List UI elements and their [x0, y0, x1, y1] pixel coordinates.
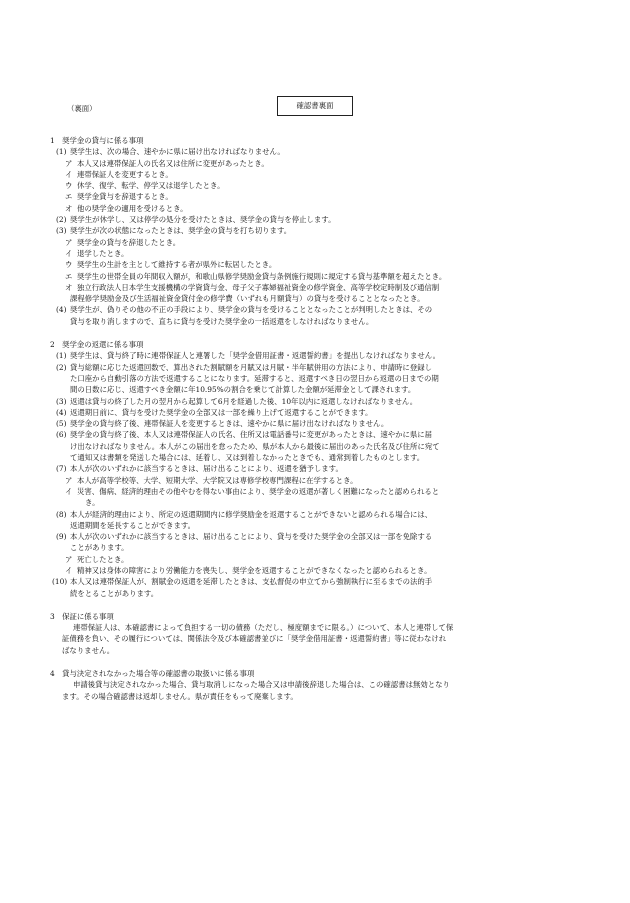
item-text: 独立行政法人日本学生支援機構の学資貸与金、母子父子寡婦福祉資金の修学資金、高等学校定時制及び通信制 — [77, 282, 440, 292]
item-continuation: 続をとることがあります。 — [70, 588, 159, 598]
item-text: 災害、傷病、経済的理由その他やむを得ない事由により、奨学金の返還が著しく困難になったと認められると — [77, 486, 440, 496]
sub-item — [50, 259, 590, 270]
item-marker: (4) — [56, 305, 67, 315]
numbered-item — [50, 463, 590, 474]
item-continuation: け出なければなりません。本人がこの届出を怠ったため、県が本人から最後に届出のあった氏名及び住所に宛て — [70, 441, 440, 451]
item-marker: エ — [65, 271, 73, 281]
item-marker: (6) — [56, 430, 67, 440]
sub-item — [50, 565, 590, 576]
item-marker: オ — [65, 203, 73, 213]
item-text: 奨学生が次の状態になったときは、奨学金の貸与を打ち切ります。 — [70, 226, 292, 236]
item-text: 本人が次のいずれかに該当するときは、届け出ることにより、返還を猶予します。 — [70, 464, 343, 474]
sub-item — [50, 191, 590, 202]
item-marker: (7) — [56, 464, 67, 474]
item-continuation: て通知又は書類を発送した場合には、延着し、又は到着しなかったときでも、通常到着したものとします。 — [70, 453, 425, 463]
item-marker: (1) — [56, 351, 67, 361]
item-text: 貸与総額に応じた返還回数で、算出された割賦額を月賦又は月賦・半年賦併用の方法により、申請時に登録し — [70, 362, 432, 372]
item-text: 本人が高等学校等、大学、短期大学、大学院又は専修学校専門課程に在学するとき。 — [77, 475, 358, 485]
item-marker: ア — [65, 158, 73, 168]
section-title: 3 保証に係る事項 — [50, 611, 114, 621]
sub-item — [50, 158, 590, 169]
paragraph-line: 連帯保証人は、本確認書によって負担する一切の債務（ただし、極度額までに限る。）について、本人と連帯して保 — [73, 623, 454, 633]
paragraph-line: 証債務を負い、その履行については、関係法令及び本確認書並びに「奨学金借用証書・返還誓約書」等に従わなけれ — [62, 634, 447, 644]
sub-item — [50, 169, 590, 180]
section-title: 2 奨学金の返還に係る事項 — [50, 340, 144, 350]
sub-item — [50, 237, 590, 248]
item-text: 休学、復学、転学、停学又は退学したとき。 — [77, 181, 225, 191]
item-text: 奨学生は、次の場合、速やかに県に届け出なければなりません。 — [70, 147, 285, 157]
item-continuation: 課程修学奨励金及び生活福祉資金貸付金の修学費（いずれも月額貸与）の貸与を受けることとなったとき。 — [70, 294, 425, 304]
item-marker: (4) — [56, 407, 67, 417]
item-marker: エ — [65, 192, 73, 202]
item-marker: (1) — [56, 147, 67, 157]
paragraph-line: ばなりません。 — [62, 645, 115, 655]
item-text: 奨学金貸与を辞退するとき。 — [77, 192, 173, 202]
numbered-item — [50, 362, 590, 373]
item-text: 本人又は連帯保証人の氏名又は住所に変更があったとき。 — [77, 158, 269, 168]
section-gap — [50, 599, 590, 611]
section-gap — [50, 327, 590, 339]
sub-item — [50, 271, 590, 282]
item-text: 奨学生が休学し、又は停学の処分を受けたときは、奨学金の貸与を停止します。 — [70, 215, 336, 225]
item-text: 連帯保証人を変更するとき。 — [77, 169, 173, 179]
item-text: 本人が経済的理由により、所定の返還期間内に修学奨励金を返還することができないと認められる場合には、 — [70, 509, 433, 519]
sub-item — [50, 248, 590, 259]
paragraph-line: ます。その場合確認書は返却しません。県が責任をもって廃棄します。 — [62, 691, 298, 701]
numbered-item — [50, 304, 590, 315]
title-box: 確認書裏面 — [277, 96, 353, 116]
page-side-label: （裏面） — [67, 104, 97, 113]
item-marker: (2) — [56, 362, 67, 372]
sub-item — [50, 180, 590, 191]
numbered-item — [50, 146, 590, 157]
sub-item — [50, 475, 590, 486]
item-text: 返還期日前に、貸与を受けた奨学金の全部又は一部を繰り上げて返還することができます。 — [70, 407, 373, 417]
item-marker: イ — [65, 248, 73, 258]
item-marker: ウ — [65, 260, 73, 270]
numbered-item — [50, 531, 590, 542]
item-text: 死亡したとき。 — [77, 554, 129, 564]
numbered-item — [50, 418, 590, 429]
item-text: 奨学生が、偽りその他の不正の手段により、奨学金の貸与を受けることとなったことが判明したときは、その — [70, 305, 433, 315]
item-continuation: ことがあります。 — [70, 543, 129, 553]
paragraph-line: 申請後貸与決定されなかった場合、貸与取消しになった場合又は申請後辞退した場合は、この確認書は無効となり — [73, 680, 450, 690]
item-text: 他の奨学金の適用を受けるとき。 — [77, 203, 188, 213]
item-text: 奨学生の世帯全員の年間収入額が，和歌山県修学奨励金貸与条例施行規則に規定する貸与基準額を超えたとき。 — [77, 271, 447, 281]
item-text: 退学したとき。 — [77, 248, 129, 258]
numbered-item — [50, 509, 590, 520]
item-marker: オ — [65, 282, 73, 292]
item-marker: (3) — [56, 226, 67, 236]
item-marker: ア — [65, 237, 73, 247]
numbered-item — [50, 576, 590, 587]
numbered-item — [50, 407, 590, 418]
item-text: 奨学生は、貸与終了時に連帯保証人と連署した「奨学金借用証書・返還誓約書」を提出しなければなりません。 — [70, 351, 440, 361]
item-marker: イ — [65, 565, 73, 575]
item-marker: (9) — [56, 532, 67, 542]
item-text: 奨学金の貸与を辞退したとき。 — [77, 237, 181, 247]
item-marker: ウ — [65, 181, 73, 191]
sub-item — [50, 486, 590, 497]
numbered-item — [50, 350, 590, 361]
item-marker: (3) — [56, 396, 67, 406]
numbered-item — [50, 225, 590, 236]
item-marker: イ — [65, 486, 73, 496]
item-marker: ア — [65, 475, 73, 485]
item-continuation: き。 — [85, 498, 100, 508]
item-text: 返還は貸与の終了した月の翌月から起算して6月を経過した後、10年以内に返還しなければなりません。 — [70, 396, 418, 406]
item-marker: (8) — [56, 509, 67, 519]
item-continuation: 返還期間を延長することができます。 — [70, 520, 196, 530]
document-body — [50, 135, 590, 702]
item-text: 本人又は連帯保証人が、割賦金の返還を延滞したときは、支払督促の申立てから強制執行に至るまでの法的手 — [70, 577, 433, 587]
item-text: 本人が次のいずれかに該当するときは、届け出ることにより、貸与を受けた奨学金の全部又は一部を免除する — [70, 532, 433, 542]
sub-item — [50, 203, 590, 214]
section-gap — [50, 656, 590, 668]
numbered-item — [50, 214, 590, 225]
item-continuation: た口座から自動引落の方法で返還することになります。延滞すると、返還すべき日の翌日から返還の日までの期 — [70, 373, 439, 383]
item-text: 精神又は身体の障害により労働能力を喪失し、奨学金を返還することができなくなったと認められるとき。 — [77, 565, 432, 575]
item-text: 奨学生の生計を主として維持する者が県外に転居したとき。 — [77, 260, 277, 270]
item-marker: (5) — [56, 419, 67, 429]
item-continuation: 貸与を取り消しますので、直ちに貸与を受けた奨学金の一括返還をしなければなりません。 — [70, 316, 374, 326]
item-text: 奨学金の貸与終了後、連帯保証人を変更するときは、速やかに県に届け出なければなりません。 — [70, 419, 389, 429]
numbered-item — [50, 429, 590, 440]
item-marker: (2) — [56, 215, 67, 225]
item-continuation: 間の日数に応じ、返還すべき金額に年10.95%の割合を乗じて計算した金額が延滞金として課されます。 — [70, 385, 416, 395]
item-marker: ア — [65, 554, 73, 564]
item-text: 奨学金の貸与終了後、本人又は連帯保証人の氏名、住所又は電話番号に変更があったときは、速やかに県に届 — [70, 430, 433, 440]
numbered-item — [50, 396, 590, 407]
item-marker: (10) — [52, 577, 68, 587]
sub-item — [50, 282, 590, 293]
sub-item — [50, 554, 590, 565]
item-marker: イ — [65, 169, 73, 179]
section-title: 4 貸与決定されなかった場合等の確認書の取扱いに係る事項 — [50, 669, 255, 679]
section-title: 1 奨学金の貸与に係る事項 — [50, 136, 144, 145]
